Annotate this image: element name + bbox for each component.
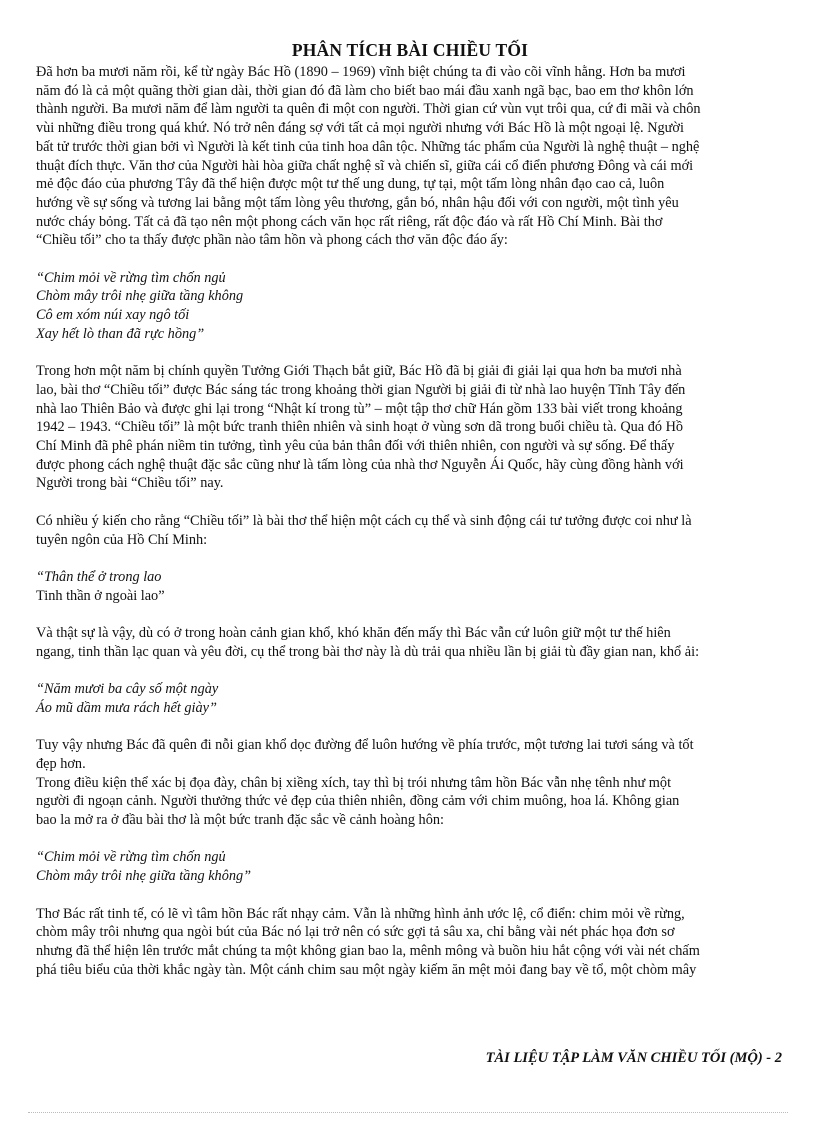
paragraph-3 [36, 512, 784, 549]
poem-line: “Chim mỏi về rừng tìm chốn ngủ [36, 849, 226, 866]
text-line: 1942 – 1943. “Chiều tối” là một bức tranh thiên nhiên và sinh hoạt ở vùng sơn dã trong buổi chiều tà. Qua đó Hồ [36, 419, 684, 436]
text-line: năm đó là cả một quãng thời gian dài, thời gian đó đã làm cho biết bao mái đầu xanh ngã bạc, bao em thơ khôn lớn [36, 82, 694, 99]
text-line: Tuy vậy nhưng Bác đã quên đi nỗi gian khổ dọc đường để luôn hướng về phía trước, một tương lai tươi sáng và tốt [36, 737, 694, 754]
poem-line: Áo mũ dầm mưa rách hết giày” [36, 699, 217, 716]
text-line: thuật đích thực. Văn thơ của Người hài hòa giữa chất nghệ sĩ và chiến sĩ, giữa cái cổ điển phương Đông và cái mới [36, 157, 694, 174]
text-line: “Chiều tối” cho ta thấy được phần nào tâm hồn và phong cách thơ văn độc đáo ấy: [36, 232, 508, 249]
text-line: tuyên ngôn của Hồ Chí Minh: [36, 531, 208, 548]
paragraph-2 [36, 362, 784, 493]
poem-quote-4 [36, 848, 784, 885]
text-line: được phong cách nghệ thuật đặc sắc cũng như là tấm lòng của nhà thơ Nguyễn Ái Quốc, hãy cùng đồng hành với [36, 456, 684, 473]
document-title: PHÂN TÍCH BÀI CHIỀU TỐI [291, 40, 529, 60]
poem-line: “Năm mươi ba cây số một ngày [36, 681, 219, 698]
poem-line: “Chim mỏi về rừng tìm chốn ngủ [36, 269, 226, 286]
text-line: nước cháy bỏng. Tất cả đã tạo nên một phong cách văn học rất riêng, rất độc đáo và rất Hồ Chí Minh. Bài thơ [36, 213, 663, 230]
poem-quote-3 [36, 680, 784, 717]
text-line: nhà lao Thiên Bảo và được ghi lại trong “Nhật kí trong tù” – một tập thơ chữ Hán gồm 133 bài viết trong khoảng [36, 400, 683, 417]
poem-line: “Thân thể ở trong lao [36, 568, 162, 585]
page-footer: TÀI LIỆU TẬP LÀM VĂN CHIỀU TỐI (MỘ) - 2 [485, 1050, 782, 1066]
text-line: lao, bài thơ “Chiều tối” được Bác sáng tác trong khoảng thời gian Người bị giải đi từ nhà lao huyện Tĩnh Tây đến [36, 381, 686, 398]
text-line: Người trong bài “Chiều tối” nay. [36, 475, 224, 492]
poem-line: Cô em xóm núi xay ngô tối [36, 307, 190, 324]
text-line: người đi ngoạn cảnh. Người thưởng thức vẻ đẹp của thiên nhiên, đồng cảm với chim muông, hoa lá. Không gian [36, 793, 680, 810]
page-divider [28, 1112, 788, 1113]
text-line: mẻ độc đáo của phương Tây đã thể hiện được một tư thế ung dung, tự tại, một tấm lòng nhân đạo cao cả, luôn [36, 176, 665, 193]
text-line: chòm mây trôi nhưng qua ngòi bút của Bác nó lại trở nên có sức gợi tả sâu xa, chỉ bằng vài nét phác họa đơn sơ [36, 924, 675, 941]
text-line: đẹp hơn. [36, 755, 86, 772]
text-line: phá tiêu biểu của thời khắc ngày tàn. Một cánh chim sau một ngày kiếm ăn mệt mỏi đang bay về tổ, một chòm mây [36, 961, 697, 978]
document-page [36, 40, 784, 979]
text-line: hướng về sự sống và tương lai bằng một tấm lòng yêu thương, gắn bó, nhân hậu đối với con người, một tình yêu [36, 194, 679, 211]
text-line: Thơ Bác rất tinh tế, có lẽ vì tâm hồn Bác rất nhạy cảm. Vẫn là những hình ảnh ước lệ, cổ điển: chim mỏi về rừng, [36, 905, 685, 922]
poem-line: Chòm mây trôi nhẹ giữa tầng không” [36, 868, 252, 885]
poem-quote-1 [36, 269, 784, 344]
text-line: vùi những điều trong quá khứ. Nó trở nên đáng sợ với tất cả mọi người nhưng với Bác Hồ là một ngoại lệ. Người [36, 120, 684, 137]
text-line: Có nhiều ý kiến cho rằng “Chiều tối” là bài thơ thể hiện một cách cụ thể và sinh động cái tư tưởng được coi như là [36, 512, 692, 529]
text-line: Trong điều kiện thể xác bị đọa đày, chân bị xiềng xích, tay thì bị trói nhưng tâm hồn Bác vẫn nhẹ tênh như một [36, 774, 672, 791]
text-line: nhưng đã thể hiện lên trước mắt chúng ta một không gian bao la, mênh mông và buồn hiu hắt cộng với vài nét chấm [36, 942, 700, 959]
text-line: ngang, tinh thần lạc quan và yêu đời, cụ thể trong bài thơ này là dù trải qua nhiều lần bị giải tù đầy gian nan, khổ ải: [36, 643, 700, 660]
text-line: bao la mở ra ở đầu bài thơ là một bức tranh đặc sắc về cảnh hoàng hôn: [36, 812, 444, 829]
text-line: Chí Minh đã phê phán niềm tin tưởng, tình yêu của bản thân đối với thiên nhiên, con người và sự sống. Để thấy [36, 438, 675, 455]
paragraph-4 [36, 624, 784, 661]
poem-line: Tinh thần ở ngoài lao” [36, 587, 165, 604]
text-line: Trong hơn một năm bị chính quyền Tưởng Giới Thạch bắt giữ, Bác Hồ đã bị giải đi giải lại qua hơn ba mươi nhà [36, 363, 682, 380]
text-line: Đã hơn ba mươi năm rồi, kể từ ngày Bác Hồ (1890 – 1969) vĩnh biệt chúng ta đi vào cõi vĩnh hằng. Hơn ba mươi [36, 64, 686, 80]
text-line: thành người. Ba mươi năm để làm người ta quên đi một con người. Thời gian cứ vùn vụt trôi qua, cứ đi mãi và chôn [36, 101, 701, 118]
poem-line: Xay hết lò than đã rực hồng” [36, 325, 205, 342]
paragraph-5 [36, 736, 784, 830]
intro-paragraph [36, 63, 784, 250]
poem-line: Chòm mây trôi nhẹ giữa tầng không [36, 288, 244, 305]
paragraph-6 [36, 905, 784, 980]
text-line: bất tử trước thời gian bởi vì Người là kết tinh của tinh hoa dân tộc. Những tác phẩm của Người là nghệ thuật – nghệ [36, 138, 700, 155]
text-line: Và thật sự là vậy, dù có ở trong hoàn cảnh gian khổ, khó khăn đến mấy thì Bác vẫn cứ luôn giữ một tư thế hiên [36, 625, 671, 642]
poem-quote-2 [36, 568, 784, 605]
